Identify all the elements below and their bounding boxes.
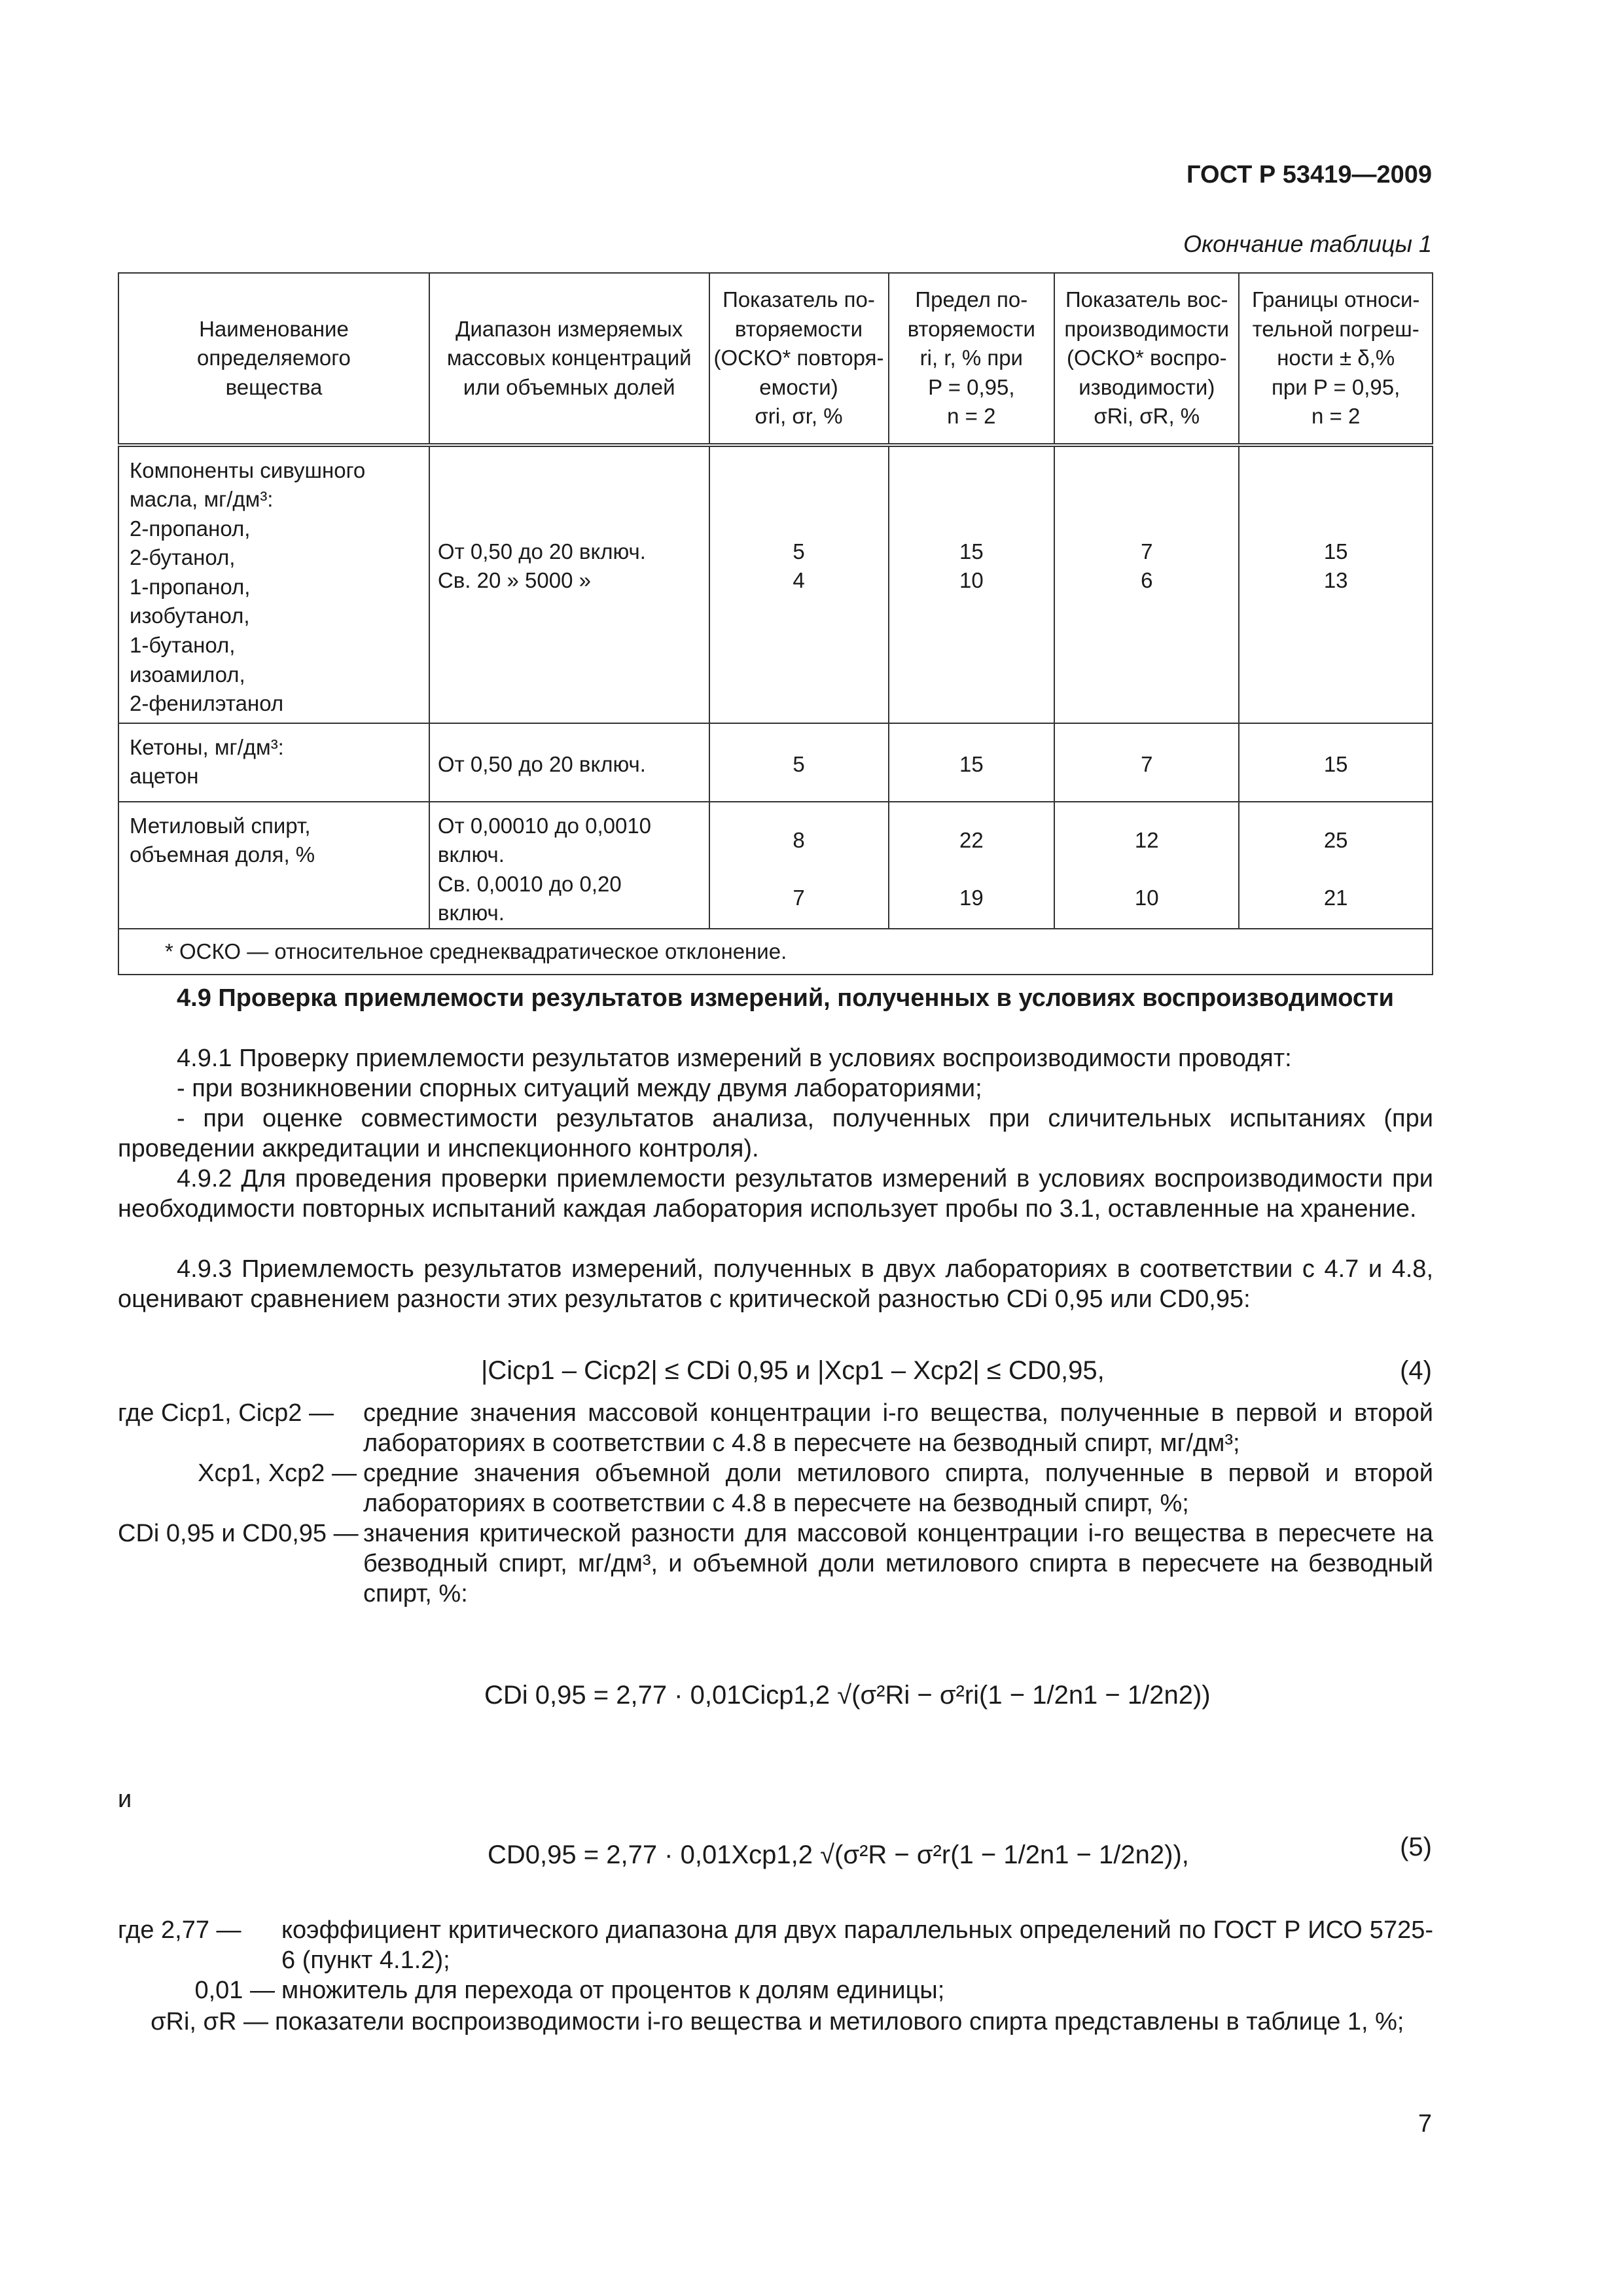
header-line: σri, σr, % — [755, 404, 843, 429]
formula-5-number: (5) — [1400, 1833, 1432, 1861]
row-v3 — [1054, 445, 1239, 723]
name-line: объемная доля, % — [130, 842, 315, 867]
header-line: вещества — [225, 374, 323, 399]
definitions-2 — [118, 1915, 1433, 2085]
row-v1 — [709, 802, 889, 929]
name-line: ацетон — [130, 764, 199, 789]
header-line: Предел по- — [915, 287, 1028, 312]
header-reproducibility-index — [1054, 273, 1239, 445]
header-line: изводимости) — [1079, 374, 1215, 399]
def-term: где 2,77 — — [118, 1916, 241, 1944]
row-v3 — [1054, 723, 1239, 802]
row-range — [429, 802, 709, 929]
value-line: 15 — [959, 751, 984, 776]
def-desc: показатели воспроизводимости i-го вещества и метилового спирта представлены в таблице 1, %; — [275, 2008, 1404, 2036]
row-name — [118, 802, 429, 929]
name-line: 2-фенилэтанол — [130, 691, 284, 716]
header-error-bounds — [1239, 273, 1433, 445]
name-line: 2-бутанол, — [130, 545, 236, 570]
row-v2 — [889, 445, 1055, 723]
table-row — [118, 445, 1433, 723]
paragraph-4-9-2: 4.9.2 Для проведения проверки приемлемости результатов измерений в условиях воспроизводимости при необходимости повторных испытаний каждая лаборатория использует пробы по 3.1, оставленные на хранение. — [118, 1165, 1433, 1223]
header-line: n = 2 — [947, 404, 996, 429]
document-id: ГОСТ Р 53419—2009 — [1186, 161, 1432, 188]
value-line: 7 — [1141, 751, 1153, 776]
def-term: Xcp1, Xcp2 — — [198, 1460, 357, 1487]
table-header-row — [118, 273, 1433, 445]
table-row — [118, 802, 1433, 929]
definitions-1 — [118, 1398, 1433, 1607]
header-line: вторяемости — [907, 316, 1035, 341]
header-line: массовых концентраций — [446, 346, 692, 370]
row-v3 — [1054, 802, 1239, 929]
page-number: 7 — [1418, 2110, 1432, 2138]
table-footnote: * ОСКО — относительное среднеквадратическое отклонение. — [118, 929, 1433, 975]
value-line: 21 — [1323, 885, 1348, 910]
range-line: От 0,50 до 20 включ. — [437, 539, 646, 564]
value-line: 5 — [793, 751, 805, 776]
bullet-1: - при возникновении спорных ситуаций между двумя лабораториями; — [177, 1075, 982, 1102]
def-term: где Cicp1, Cicp2 — — [118, 1399, 334, 1427]
def-term: σRi, σR — — [151, 2008, 268, 2036]
range-line: Св. 20 » 5000 » — [437, 568, 591, 593]
value-line: 12 — [1134, 827, 1159, 852]
name-line: 1-бутанол, — [130, 633, 236, 658]
value-line: 6 — [1141, 568, 1153, 593]
value-line: 5 — [793, 539, 805, 564]
header-name — [118, 273, 429, 445]
header-line: определяемого — [197, 346, 351, 370]
header-line: или объемных долей — [463, 374, 675, 399]
range-line: включ. — [437, 901, 505, 925]
header-line: P = 0,95, — [928, 374, 1015, 399]
row-v4 — [1239, 445, 1433, 723]
formula-4-number: (4) — [1400, 1356, 1432, 1385]
name-line: масла, мг/дм³: — [130, 487, 274, 512]
paragraph-4-9-3: 4.9.3 Приемлемость результатов измерений, полученных в двух лабораториях в соответствии с 4.7 и 4.8, оценивают сравнением разности этих результатов с критической разностью CDi 0,95 или CD0,95: — [118, 1255, 1433, 1313]
name-line: изоамилол, — [130, 662, 245, 687]
row-name — [118, 445, 429, 723]
table-row — [118, 723, 1433, 802]
name-line: изобутанол, — [130, 603, 250, 628]
name-line: Компоненты сивушного — [130, 457, 366, 482]
value-line: 15 — [959, 539, 984, 564]
range-line: включ. — [437, 842, 505, 867]
def-desc: коэффициент критического диапазона для двух параллельных определений по ГОСТ Р ИСО 5725-6 (пункт 4.1.2); — [281, 1916, 1433, 1974]
header-line: Диапазон измеряемых — [455, 316, 683, 341]
header-line: Показатель вос- — [1065, 287, 1228, 312]
value-line: 10 — [1134, 885, 1159, 910]
header-line: Показатель по- — [722, 287, 875, 312]
row-v4 — [1239, 802, 1433, 929]
section-heading: 4.9 Проверка приемлемости результатов измерений, полученных в условиях воспроизводимости — [177, 984, 1395, 1012]
header-line: при P = 0,95, — [1272, 374, 1400, 399]
def-term: 0,01 — — [194, 1977, 275, 2004]
value-line: 19 — [959, 885, 984, 910]
row-range — [429, 445, 709, 723]
value-line: 15 — [1323, 539, 1348, 564]
row-v4 — [1239, 723, 1433, 802]
header-repeatability-limit — [889, 273, 1055, 445]
header-line: Границы относи- — [1251, 287, 1420, 312]
formula-4: |Cicp1 – Cicp2| ≤ CDi 0,95 и |Xcp1 – Xcp2| ≤ CD0,95, — [481, 1356, 1105, 1385]
name-line: Метиловый спирт, — [130, 813, 311, 838]
header-line: n = 2 — [1311, 404, 1361, 429]
value-line: 7 — [793, 885, 805, 910]
header-line: σRi, σR, % — [1094, 404, 1200, 429]
value-line: 13 — [1323, 568, 1348, 593]
header-line: ri, r, % при — [919, 346, 1023, 370]
value-line: 22 — [959, 827, 984, 852]
table-footnote-row — [118, 929, 1433, 975]
value-line: 15 — [1323, 751, 1348, 776]
def-desc: значения критической разности для массовой концентрации i-го вещества в пересчете на безводный спирт, мг/дм³, и объемной доли метилового спирта в пересчете на безводный спирт, %: — [363, 1520, 1433, 1607]
range-line: От 0,50 до 20 включ. — [437, 751, 646, 776]
header-line: ности ± δ,% — [1277, 346, 1395, 370]
def-term: CDi 0,95 и CD0,95 — — [118, 1520, 359, 1547]
row-v1 — [709, 723, 889, 802]
data-table — [118, 272, 1433, 975]
header-line: вторяемости — [734, 316, 863, 341]
def-desc: средние значения объемной доли метилового спирта, полученные в первой и второй лабораториях в соответствии с 4.8 в пересчете на безводный спирт, %; — [363, 1460, 1433, 1517]
row-v2 — [889, 802, 1055, 929]
value-line: 7 — [1141, 539, 1153, 564]
row-range — [429, 723, 709, 802]
name-line: 2-пропанол, — [130, 516, 251, 541]
row-name — [118, 723, 429, 802]
def-desc: множитель для перехода от процентов к долям единицы; — [281, 1977, 945, 2004]
value-line: 25 — [1323, 827, 1348, 852]
name-line: 1-пропанол, — [130, 574, 251, 599]
row-v1 — [709, 445, 889, 723]
bullet-2: - при оценке совместимости результатов анализа, полученных при сличительных испытаниях (при проведении аккредитации и инспекционного контроля). — [118, 1105, 1433, 1162]
value-line: 4 — [793, 568, 805, 593]
header-line: Наименование — [199, 316, 349, 341]
header-repeatability-index — [709, 273, 889, 445]
header-line: производимости — [1064, 316, 1230, 341]
formula-5: CD0,95 = 2,77 · 0,01Xcp1,2 √(σ²R − σ²r(1 − 1/2n1 − 1/2n2)), — [488, 1840, 1189, 1869]
name-line: Кетоны, мг/дм³: — [130, 734, 284, 759]
header-range — [429, 273, 709, 445]
row-v2 — [889, 723, 1055, 802]
header-line: емости) — [759, 374, 838, 399]
header-line: тельной погреш- — [1252, 316, 1419, 341]
table-caption: Окончание таблицы 1 — [1183, 230, 1432, 257]
value-line: 8 — [793, 827, 805, 852]
formula-cdi: CDi 0,95 = 2,77 · 0,01Cicp1,2 √(σ²Ri − σ²ri(1 − 1/2n1 − 1/2n2)) — [484, 1681, 1211, 1710]
value-line: 10 — [959, 568, 984, 593]
header-line: (ОСКО* воспро- — [1066, 346, 1227, 370]
range-line: От 0,00010 до 0,0010 — [437, 813, 652, 838]
conjunction: и — [118, 1785, 132, 1813]
header-line: (ОСКО* повторя- — [713, 346, 884, 370]
def-desc: средние значения массовой концентрации i-го вещества, полученные в первой и второй лабораториях в соответствии с 4.8 в пересчете на безводный спирт, мг/дм³; — [363, 1399, 1433, 1457]
range-line: Св. 0,0010 до 0,20 — [437, 871, 622, 896]
paragraph-4-9-1: 4.9.1 Проверку приемлемости результатов измерений в условиях воспроизводимости проводят: — [177, 1045, 1292, 1072]
